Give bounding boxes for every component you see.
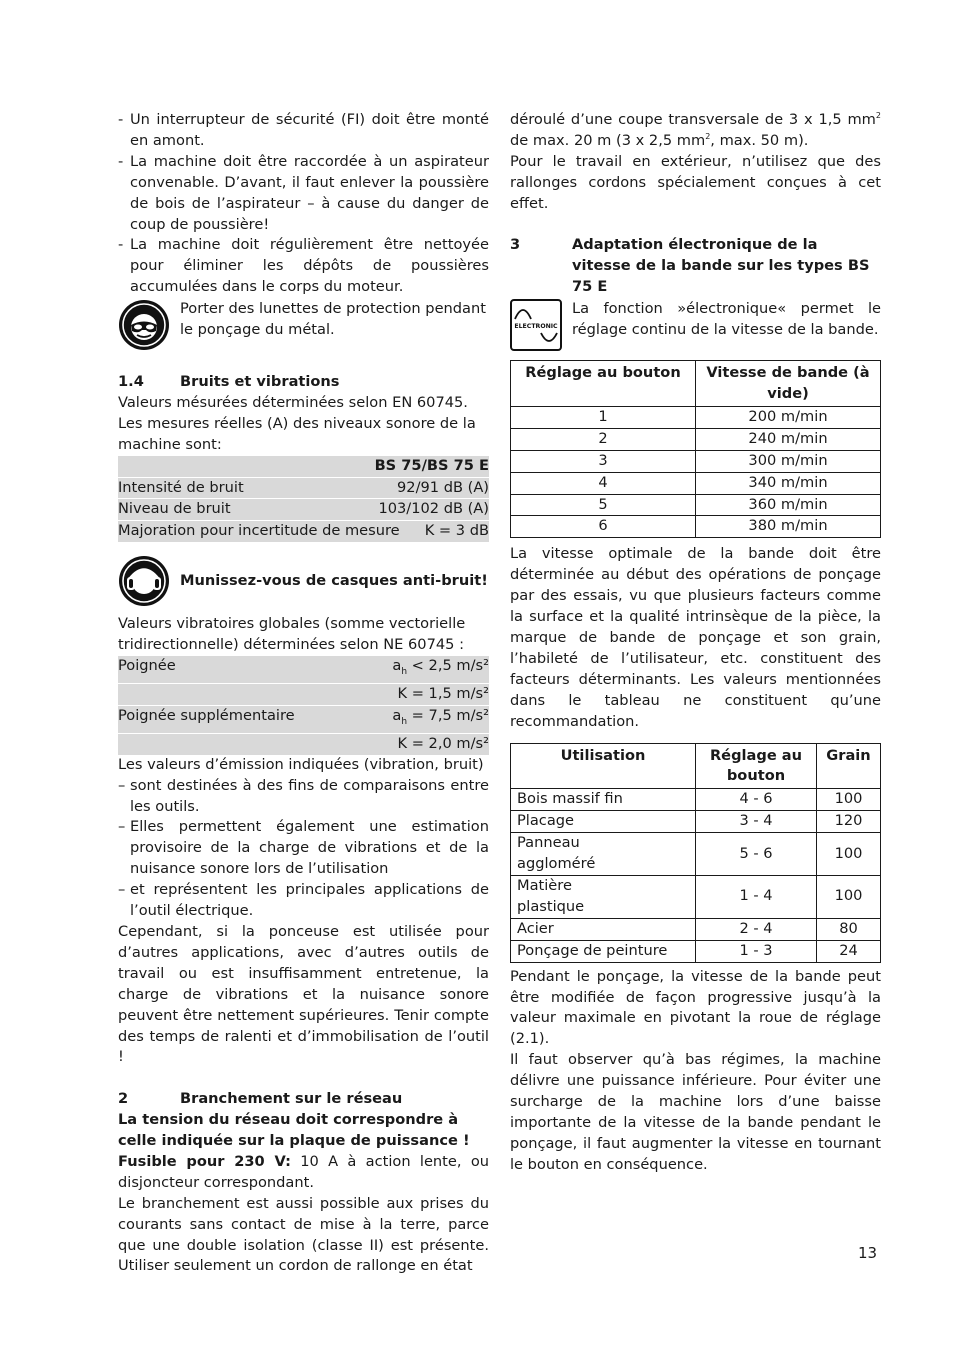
table-header-row: Utilisation Réglage au bouton Grain bbox=[511, 743, 881, 789]
fuse-note: Fusible pour 230 V: 10 A à action lente, ou disjoncteur correspondant. bbox=[118, 1152, 489, 1191]
section-heading-2: 2 Branchement sur le réseau bbox=[118, 1090, 403, 1108]
table-row: Intensité de bruit 92/91 dB (A) bbox=[118, 478, 489, 500]
list-item: - Un interrupteur de sécurité (FI) doit être monté en amont. bbox=[118, 111, 489, 149]
list-item: - La machine doit être raccordée à un aspirateur convenable. D’avant, il faut enlever la poussière de bois de l’aspirateur – à cause du danger de coup de poussière! bbox=[118, 152, 489, 233]
safety-goggles-icon bbox=[118, 299, 170, 351]
table-row: Poignée $a_h < 2,5$ m/s² bbox=[118, 656, 489, 684]
emission-intro: Les valeurs d’émission indiquées (vibration, bruit) bbox=[118, 755, 484, 773]
list-item: – sont destinées à des fins de comparaisons entre les outils. bbox=[118, 776, 489, 815]
list-item: – Elles permettent également une estimation provisoire de la charge de vibrations et de la nuisance sonore lors de l’utilisation bbox=[118, 818, 489, 878]
progressive-speed-paragraph: Pendant le ponçage, la vitesse de la bande peut être modifiée de façon progressive jusqu’à la valeur maximale en pivotant la roue de réglage (2.1). bbox=[510, 967, 881, 1048]
section-heading-3: 3 Adaptation électronique de la vitesse de la bande sur les types BS 75 E bbox=[510, 236, 870, 296]
goggles-warning bbox=[118, 299, 489, 351]
optimal-speed-paragraph: La vitesse optimale de la bande doit être déterminée au début des opérations de ponçage par des essais, vu que plusieurs facteurs comme la surface et la qualité intrinsèque de la pièce, la marque de bande de ponçage et son grain, l’habileté de l’utilisateur, etc. constituent des facteurs déterminants. Les valeurs mentionnées dans le tableau ne constituent qu’une recommandation. bbox=[510, 545, 881, 730]
low-speed-paragraph: Il faut observer qu’à bas régimes, la machine délivre une puissance inférieure. Pour éviter une surcharge de la machine lors d’une baisse importante de la vitesse de la bande pendant le ponçage, il faut augmenter la vitesse en tournant le bouton en conséquence. bbox=[510, 1051, 881, 1173]
list-item: - La machine doit régulièrement être nettoyée pour éliminer les dépôts de poussières accumulées dans le corps du moteur. bbox=[118, 236, 489, 296]
speed-table bbox=[510, 360, 881, 538]
table-row: Niveau de bruit 103/102 dB (A) bbox=[118, 499, 489, 521]
vibration-table bbox=[118, 656, 489, 755]
cable-continuation: déroulé d’une coupe transversale de 3 x 1,5 $mm^2$ de max. 20 m (3 x 2,5 $mm^2$, max. 50 m). bbox=[510, 111, 881, 149]
noise-intro: Valeurs mésurées déterminées selon EN 60745. Les mesures réelles (A) des niveaux sonore de la machine sont: bbox=[118, 393, 476, 453]
electronic-intro: La fonction »électronique« permet le réglage continu de la vitesse de la bande. bbox=[572, 300, 881, 339]
table-row: Ponçage de peinture 1 - 3 24 bbox=[511, 940, 881, 962]
table-row: 5 360 m/min bbox=[511, 494, 881, 516]
table-row: K = 1,5 m/s² bbox=[118, 684, 489, 706]
table-row: K = 2,0 m/s² bbox=[118, 734, 489, 755]
right-column bbox=[510, 110, 881, 1176]
table-row: Placage 3 - 4 120 bbox=[511, 811, 881, 833]
vibration-intro: Valeurs vibratoires globales (somme vectorielle tridirectionnelle) déterminées selon NE 60745 : bbox=[118, 615, 466, 654]
usage-table bbox=[510, 743, 881, 963]
noise-table-header: BS 75/BS 75 E bbox=[118, 456, 489, 478]
section-heading-1-4: 1.4 Bruits et vibrations bbox=[118, 373, 340, 391]
table-row: Majoration pour incertitude de mesure K = 3 dB bbox=[118, 521, 489, 542]
list-item: – et représentent les principales applications de l’outil électrique. bbox=[118, 881, 489, 920]
ear-protection-warning bbox=[118, 555, 489, 607]
connection-paragraph: Le branchement est aussi possible aux prises du courants sans contact de mise à la terre, parce que une double isolation (classe II) est présente. Utiliser seulement un cordon de rallonge en état bbox=[118, 1194, 489, 1275]
table-row: 6 380 m/min bbox=[511, 516, 881, 538]
electronic-speed-icon bbox=[510, 299, 562, 351]
electronic-feature bbox=[510, 299, 881, 351]
noise-table bbox=[118, 456, 489, 543]
electronic-label: ELECTRONIC bbox=[514, 323, 558, 331]
ear-note: Munissez-vous de casques anti-bruit! bbox=[180, 571, 488, 589]
table-row: Bois massif fin 4 - 6 100 bbox=[511, 789, 881, 811]
goggles-note: Porter des lunettes de protection pendant le ponçage du métal. bbox=[180, 300, 486, 339]
ear-protection-icon bbox=[118, 555, 170, 607]
table-row: Panneau aggloméré 5 - 6 100 bbox=[511, 833, 881, 876]
table-row: 4 340 m/min bbox=[511, 472, 881, 494]
left-column bbox=[118, 110, 489, 1277]
vibration-outro: Cependant, si la ponceuse est utilisée pour d’autres applications, avec d’autres outils de travail ou est insuffisamment entretenue, la charge de vibrations et la nuisance sonore peuvent être nettement supérieures. Tenir compte des temps de ralenti et d’immobilisation de l’outil ! bbox=[118, 922, 489, 1066]
voltage-note: La tension du réseau doit correspondre à celle indiquée sur la plaque de puissance ! bbox=[118, 1111, 470, 1150]
table-row: 2 240 m/min bbox=[511, 428, 881, 450]
table-header-row: Réglage au bouton Vitesse de bande (à vide) bbox=[511, 361, 881, 407]
outdoor-note: Pour le travail en extérieur, n’utilisez que des rallonges cordons spécialement conçues à cet effet. bbox=[510, 152, 881, 212]
table-row: Poignée supplémentaire $a_h = 7,5$ m/s² bbox=[118, 706, 489, 734]
table-row: 1 200 m/min bbox=[511, 406, 881, 428]
page-number: 13 bbox=[858, 1244, 878, 1262]
table-row: Matière plastique 1 - 4 100 bbox=[511, 875, 881, 918]
table-row: 3 300 m/min bbox=[511, 450, 881, 472]
table-row: Acier 2 - 4 80 bbox=[511, 918, 881, 940]
